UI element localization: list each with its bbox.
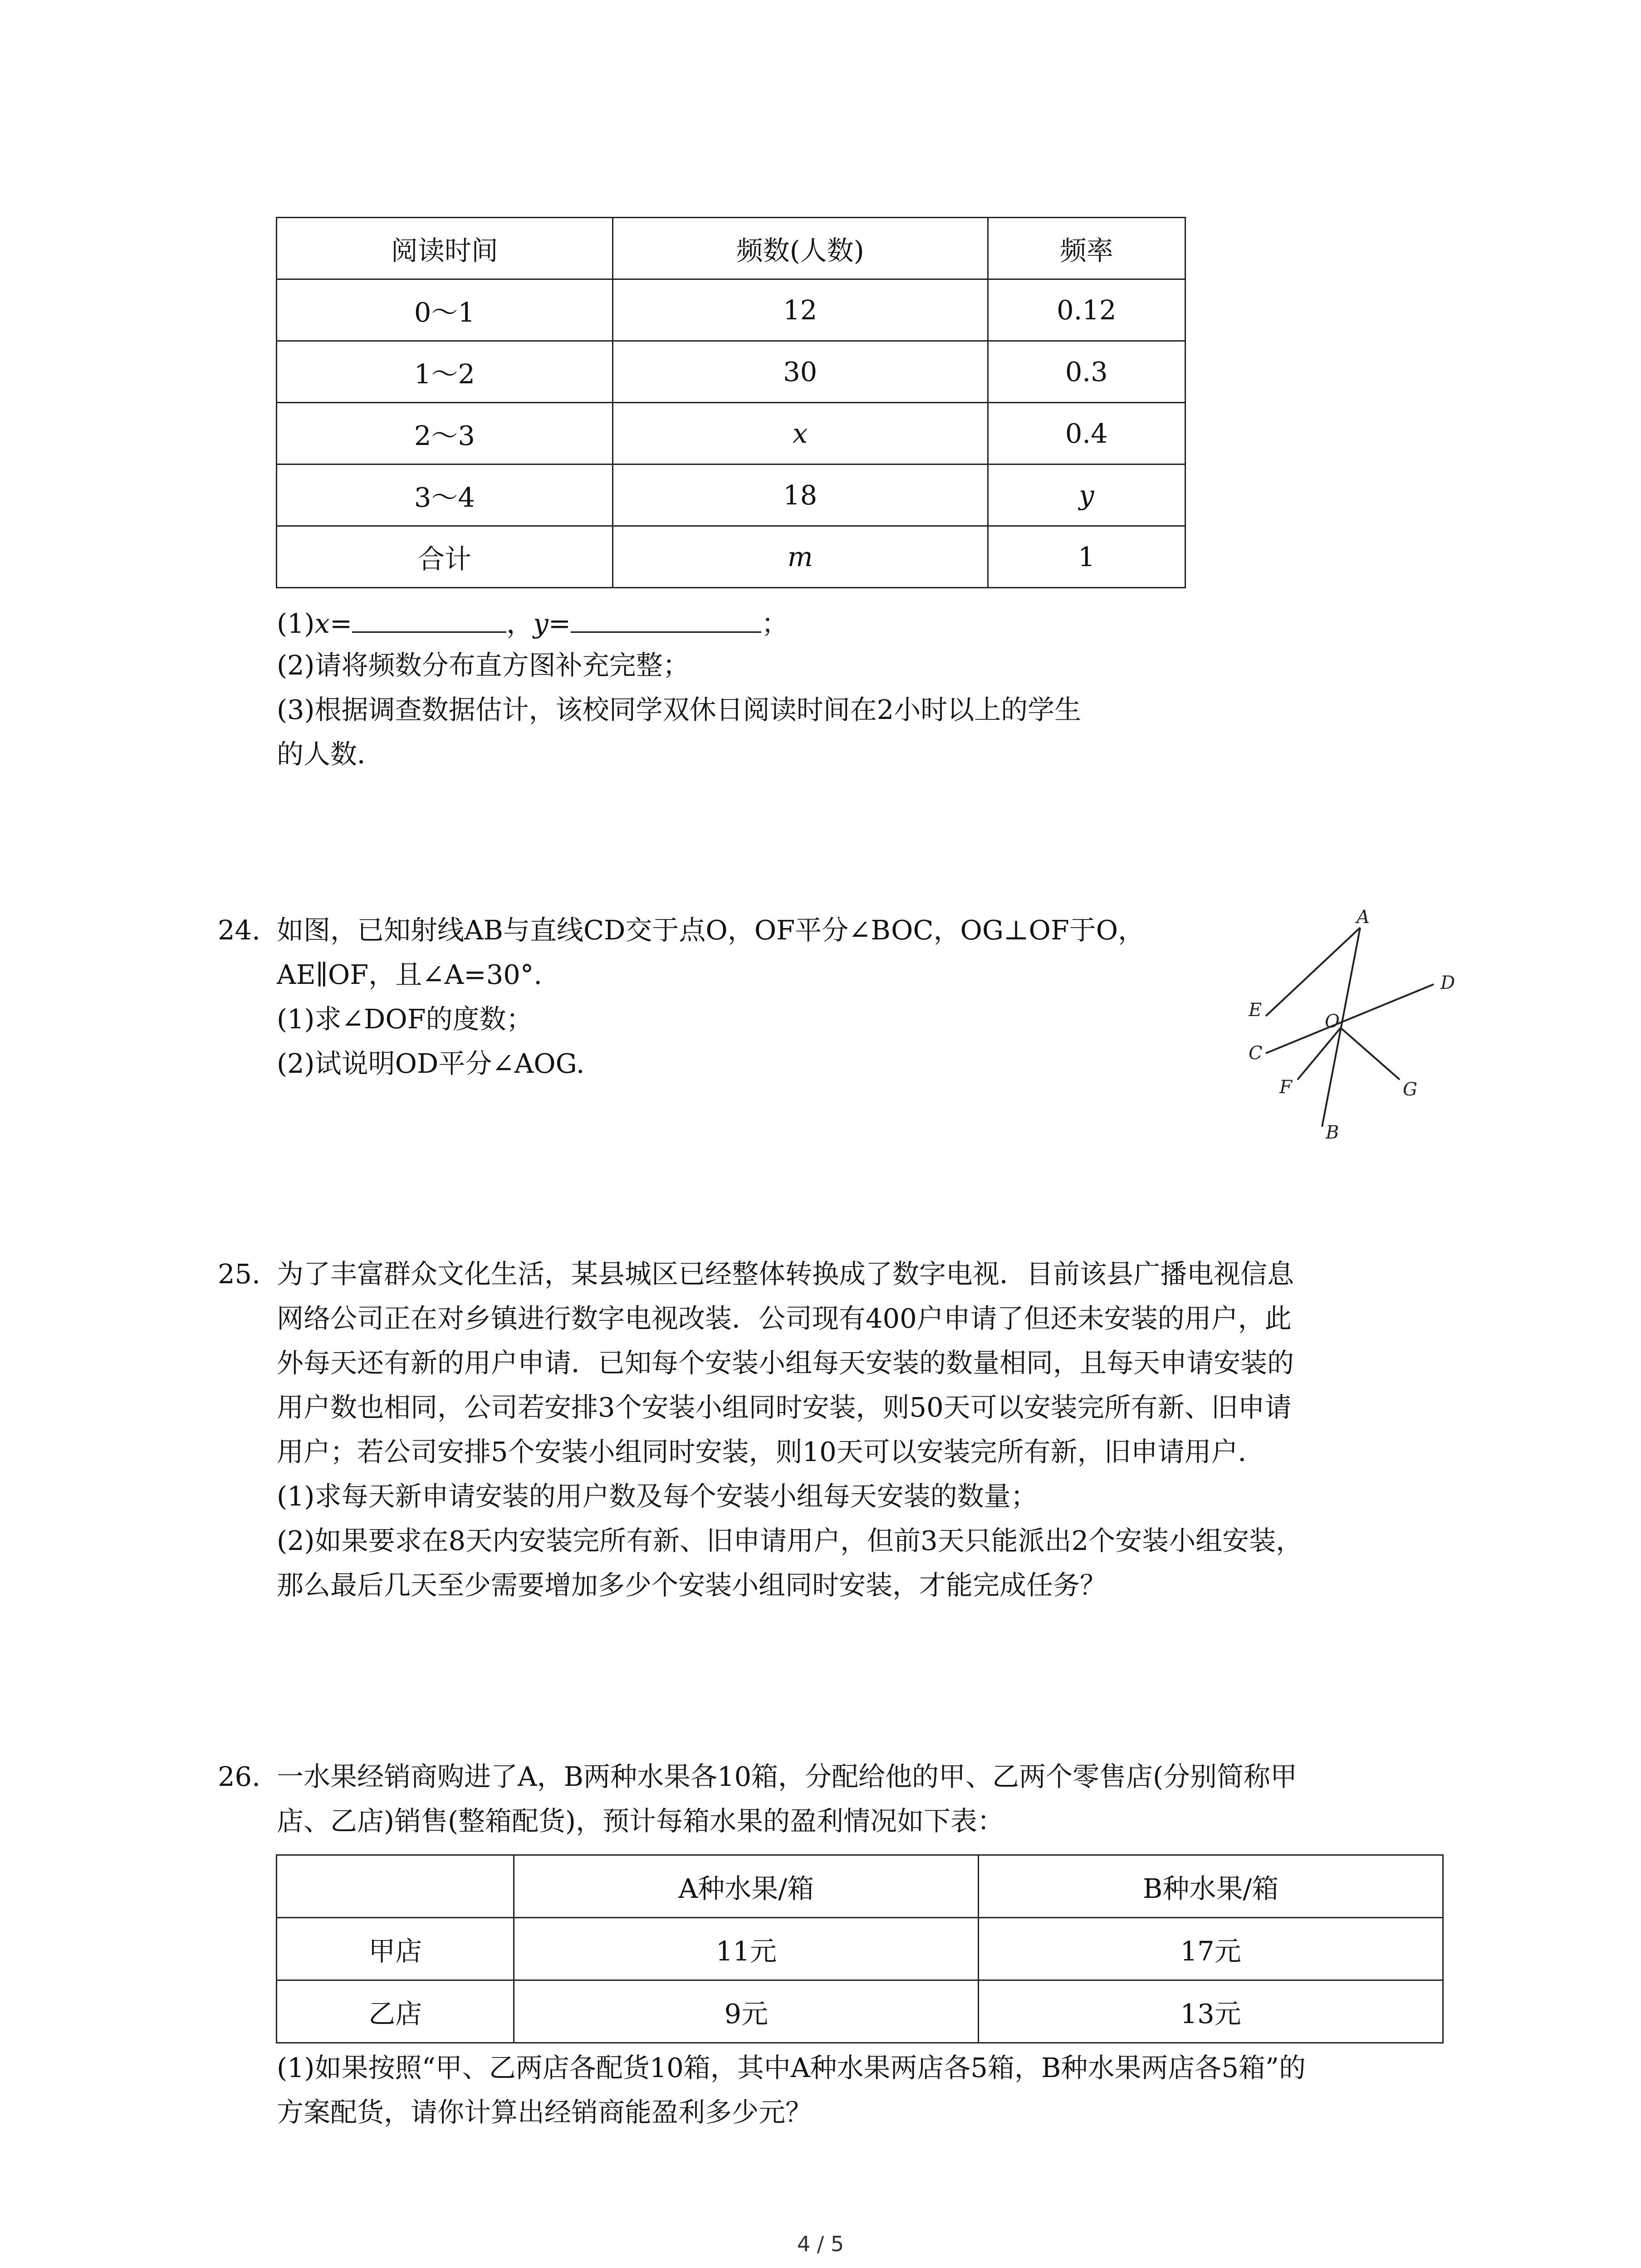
q25-line: 用户数也相同，公司若安排3个安装小组同时安装，则50天可以安装完所有新、旧申请 — [277, 1392, 1292, 1423]
table-cell: 乙店 — [277, 1980, 514, 2043]
q24-part1: (1)求∠DOF的度数； — [277, 1003, 533, 1035]
table-cell: 9元 — [514, 1980, 979, 2043]
table-cell: 合计 — [277, 526, 613, 588]
q25-line: 那么最后几天至少需要增加多少个安装小组同时安装，才能完成任务？ — [277, 1569, 1107, 1601]
label-D: D — [1440, 973, 1455, 993]
q23-part3-line1: (3)根据调查数据估计，该校同学双休日阅读时间在2小时以上的学生 — [277, 694, 1082, 725]
table-cell: 1 — [988, 526, 1185, 588]
ray-OG — [1341, 1028, 1400, 1080]
table-cell: 11元 — [514, 1918, 979, 1980]
q23-part3-line2: 的人数． — [277, 738, 384, 770]
q25-line: (2)如果要求在8天内安装完所有新、旧申请用户，但前3天只能派出2个安装小组安装， — [277, 1525, 1303, 1556]
header-fruit-a: A种水果/箱 — [514, 1855, 979, 1918]
q26-line2: 店、乙店)销售(整箱配货)，预计每箱水果的盈利情况如下表： — [277, 1805, 1004, 1837]
table-row — [277, 341, 1185, 403]
header-frequency-rate: 频率 — [988, 218, 1185, 279]
q25-line: 用户；若公司安排5个安装小组同时安装，则10天可以安装完所有新，旧申请用户． — [277, 1436, 1265, 1467]
part-prefix: (1) — [277, 608, 315, 639]
q25-line: 为了丰富群众文化生活，某县城区已经整体转换成了数字电视．目前该县广播电视信息 — [277, 1258, 1294, 1290]
terminator: ； — [761, 608, 789, 639]
q24-line1: 如图，已知射线AB与直线CD交于点O，OF平分∠BOC，OG⊥OF于O， — [277, 914, 1145, 946]
label-B: B — [1326, 1122, 1339, 1143]
header-reading-time: 阅读时间 — [277, 218, 613, 279]
q23-part2: (2)请将频数分布直方图补充完整； — [277, 650, 690, 681]
q25-number: 25. — [218, 1258, 260, 1290]
table-cell: m — [612, 526, 988, 588]
q26-part1-line1: (1)如果按照“甲、乙两店各配货10箱，其中A种水果两店各5箱，B种水果两店各5箱”的 — [277, 2052, 1306, 2083]
label-E: E — [1249, 1000, 1262, 1021]
table-cell: 0.4 — [988, 403, 1185, 464]
q24-number: 24. — [218, 914, 260, 946]
label-F: F — [1279, 1077, 1292, 1098]
table-row — [277, 1918, 1443, 1980]
table-header-row — [277, 218, 1185, 279]
line-CD — [1266, 984, 1434, 1053]
q25-line: 外每天还有新的用户申请．已知每个安装小组每天安装的数量相同，且每天申请安装的 — [277, 1347, 1294, 1378]
frequency-table — [276, 217, 1186, 588]
table-row — [277, 1980, 1443, 2043]
table-cell: 0.3 — [988, 341, 1185, 403]
q24-line2: AE∥OF，且∠A=30°. — [277, 959, 543, 990]
table-row — [277, 464, 1185, 526]
header-frequency-count: 频数(人数) — [612, 218, 988, 279]
answer-blank-x[interactable] — [352, 603, 506, 633]
table-row — [277, 526, 1185, 588]
geometry-figure — [1225, 903, 1479, 1148]
table-cell: 30 — [612, 341, 988, 403]
table-cell: 2～3 — [277, 403, 613, 464]
header-empty — [277, 1855, 514, 1918]
answer-blank-y[interactable] — [571, 603, 761, 633]
label-G: G — [1403, 1079, 1417, 1100]
q25-line: (1)求每天新申请安装的用户数及每个安装小组每天安装的数量； — [277, 1481, 1038, 1512]
label-C: C — [1249, 1043, 1263, 1064]
table-cell: 3～4 — [277, 464, 613, 526]
q24-part2: (2)试说明OD平分∠AOG. — [277, 1048, 585, 1079]
table-cell: 1～2 — [277, 341, 613, 403]
profit-table — [276, 1854, 1444, 2043]
label-A: A — [1357, 907, 1370, 928]
table-cell: 甲店 — [277, 1918, 514, 1980]
table-cell: 13元 — [979, 1980, 1443, 2043]
header-fruit-b: B种水果/箱 — [979, 1855, 1443, 1918]
page-indicator: 4 / 5 — [797, 2232, 844, 2256]
equals-sign: = — [329, 608, 353, 639]
table-cell: x — [612, 403, 988, 464]
table-cell: 0～1 — [277, 279, 613, 341]
q26-number: 26. — [218, 1761, 260, 1792]
ray-OF — [1298, 1028, 1341, 1080]
var-x: x — [314, 608, 330, 639]
q26-part1-line2: 方案配货，请你计算出经销商能盈利多少元？ — [277, 2097, 813, 2128]
var-y: y — [533, 608, 549, 639]
table-row — [277, 279, 1185, 341]
table-cell: 18 — [612, 464, 988, 526]
q25-line: 网络公司正在对乡镇进行数字电视改装．公司现有400户申请了但还未安装的用户，此 — [277, 1303, 1292, 1334]
table-cell: 0.12 — [988, 279, 1185, 341]
equals-sign: = — [548, 608, 571, 639]
separator: ， — [506, 608, 534, 639]
q26-line1: 一水果经销商购进了A，B两种水果各10箱，分配给他的甲、乙两个零售店(分别简称甲 — [277, 1761, 1298, 1792]
table-row — [277, 403, 1185, 464]
table-cell: y — [988, 464, 1185, 526]
label-O: O — [1325, 1011, 1340, 1032]
q23-part1 — [277, 603, 788, 641]
table-header-row — [277, 1855, 1443, 1918]
table-cell: 17元 — [979, 1918, 1443, 1980]
table-cell: 12 — [612, 279, 988, 341]
